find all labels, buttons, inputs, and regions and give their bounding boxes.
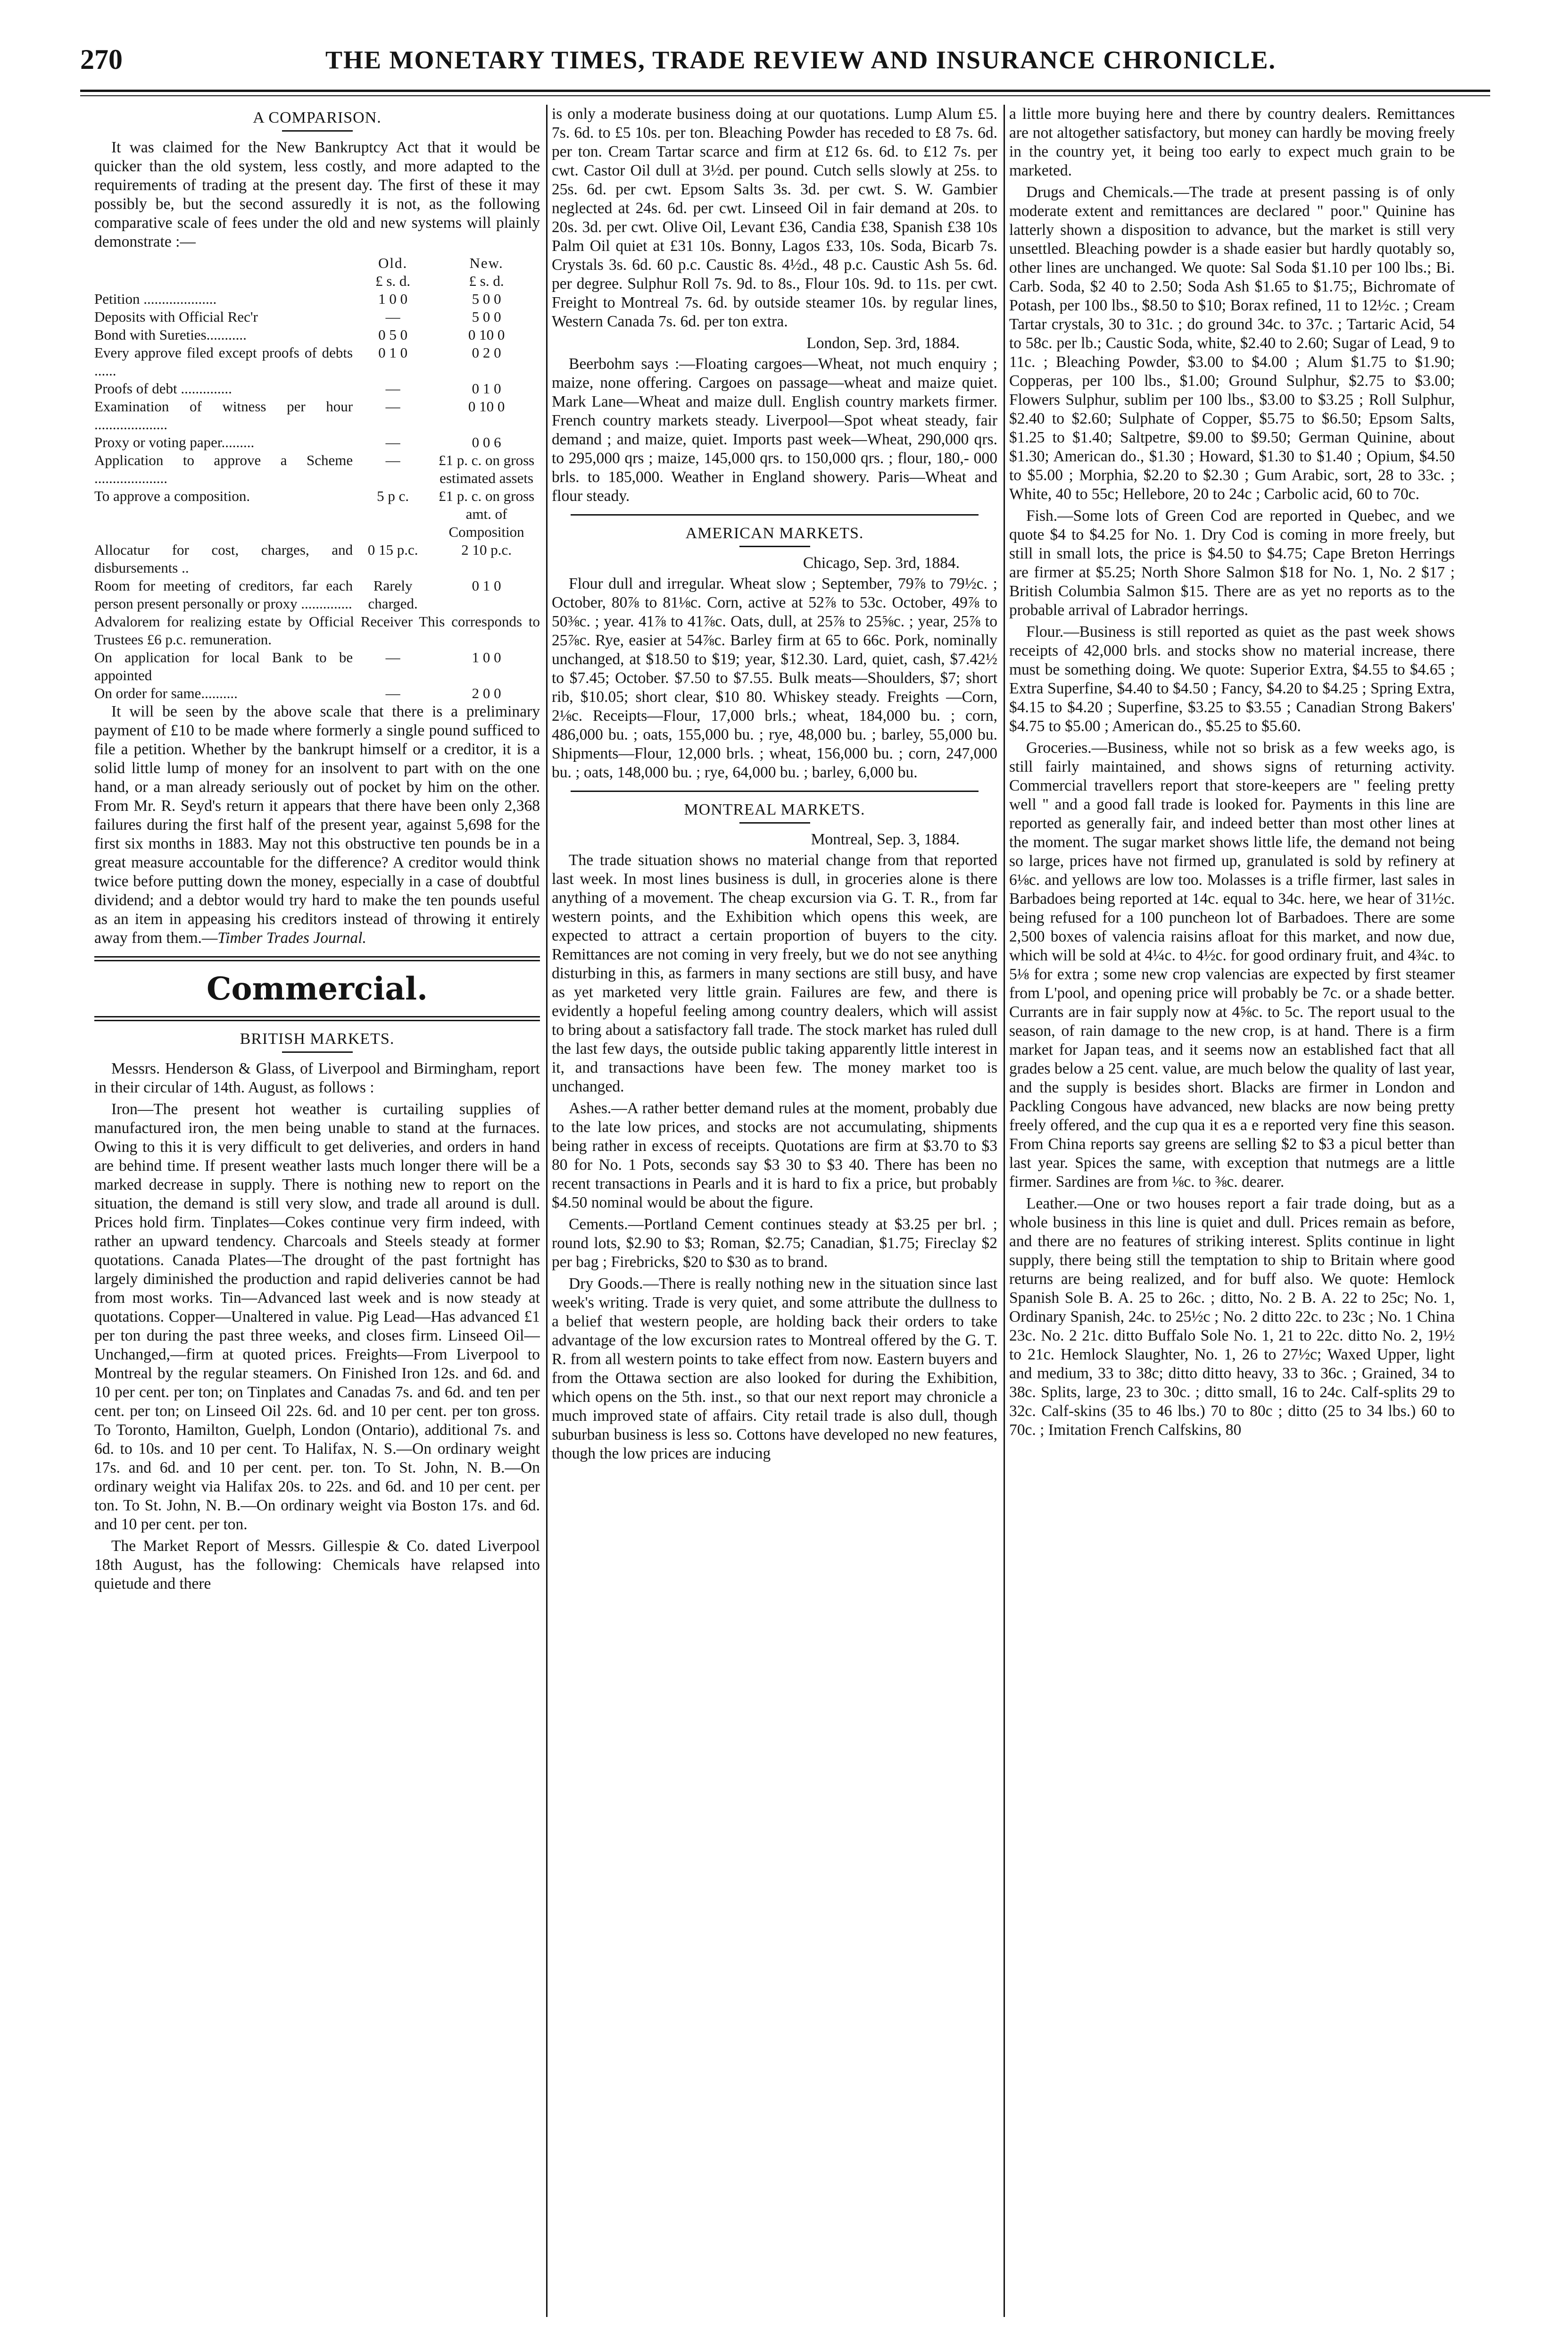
units-new: £ s. d. bbox=[469, 273, 504, 289]
fee-old: — bbox=[385, 380, 400, 397]
section-rule bbox=[94, 1016, 540, 1021]
fee-item: Proxy or voting paper......... bbox=[94, 434, 255, 450]
table-row bbox=[94, 398, 540, 433]
comparison-heading: A COMPARISON. bbox=[253, 109, 382, 126]
comparison-intro: It was claimed for the New Bankruptcy Act that it would be quicker than the old system, less costly, and more adapted to the requirements of trading at the present day. The first of these it may possibly be, but the second assuredly it is not, as the following comparative scale of fees under the old and new systems will plainly demonstrate :— bbox=[94, 139, 540, 250]
comparison-body-text: It will be seen by the above scale that there is a preliminary payment of £10 to be made where formerly a single pound sufficed to file a petition. Whether by the bankrupt himself or a creditor, it is a solid little lump of money for an insolvent to part with on the one hand, or a man already seriously out of pocket by him on the other. From Mr. R. Seyd's return it appears that there have been only 2,368 failures during the first half of the present year, against 5,698 for the first six months in 1883. May not this obstructive ten pounds be in a great measure accountable for the difference? A creditor would think twice before putting down the money, especially in a case of doubtful dividend; and a debtor would try hard to make the ten pounds useful as an item in appeasing his creditors instead of throwing it entirely away from them.— bbox=[94, 703, 540, 947]
table-row bbox=[94, 344, 540, 380]
table-row bbox=[94, 577, 540, 613]
heading-rule bbox=[739, 546, 810, 547]
cements-report: Cements.—Portland Cement continues steady at $3.25 per brl. ; round lots, $2.90 to $3; Roman, $2.75; Canadian, $1.75; Fireclay $2 per bag ; Firebricks, $20 to $30 as to brand. bbox=[552, 1216, 997, 1271]
fee-old: 1 0 0 bbox=[378, 291, 408, 307]
british-paragraph: Messrs. Henderson & Glass, of Liverpool and Birmingham, report in their circular of 14th. August, as follows : bbox=[94, 1060, 540, 1096]
fee-new: 0 0 6 bbox=[472, 434, 501, 450]
london-dateline: London, Sep. 3rd, 1884. bbox=[806, 334, 960, 352]
column-divider bbox=[546, 105, 548, 2317]
fee-old: — bbox=[385, 398, 400, 415]
fee-old: 0 5 0 bbox=[378, 326, 408, 343]
table-row bbox=[94, 541, 540, 577]
fee-item: Petition .................... bbox=[94, 291, 217, 307]
comparison-body bbox=[94, 702, 540, 948]
fee-item: Bond with Sureties........... bbox=[94, 326, 247, 343]
fee-item: Room for meeting of creditors, far each person present personally or proxy .............. bbox=[94, 577, 353, 612]
table-row bbox=[94, 451, 540, 487]
table-row bbox=[94, 433, 540, 451]
fee-old: 0 15 p.c. bbox=[367, 542, 418, 558]
british-paragraph: The Market Report of Messrs. Gillespie & Co. dated Liverpool 18th August, has the following: Chemicals have relapsed into quietude and there bbox=[94, 1537, 540, 1592]
column-3 bbox=[1009, 105, 1455, 2336]
units-old: £ s. d. bbox=[375, 273, 411, 289]
running-head bbox=[80, 43, 1490, 81]
table-row bbox=[94, 308, 540, 326]
fee-item: Deposits with Official Rec'r bbox=[94, 308, 258, 325]
section-rule bbox=[94, 956, 540, 961]
fee-new: 0 1 0 bbox=[472, 577, 501, 594]
journal-title: THE MONETARY TIMES, TRADE REVIEW AND INSURANCE CHRONICLE. bbox=[325, 46, 1276, 74]
table-row bbox=[94, 487, 540, 541]
table-row bbox=[94, 649, 540, 684]
montreal-report: The trade situation shows no material change from that reported last week. In most lines business is dull, in groceries alone is there anything of a movement. The cheap excursion via G. T. R., from far western points, and the Exhibition which opens this week, are expected to attract a certain proportion of buyers to the city. Remittances are not coming in very freely, but we do not see anything disturbing in this, as farmers in many sections are still busy, and have as yet marketed very little grain. Failures are few, and there is evidently a hopeful feeling among country dealers, which will assist to bring about a satisfactory fall trade. The stock market has ruled dull the last few days, the outside public taking apparently little interest in it, and transactions have been few. The money market too is unchanged. bbox=[552, 851, 997, 1095]
section-rule bbox=[571, 791, 979, 792]
fee-old: — bbox=[385, 452, 400, 468]
table-row bbox=[94, 290, 540, 308]
dry-goods-report: Dry Goods.—There is really nothing new in the situation since last week's writing. Trade is very quiet, and some attribute the dullness to a belief that western people, are holding back their orders to take advantage of the low excursion rates to Montreal offered by the G. T. R. from all western points to take effect from now. Eastern buyers and from the Ottawa section are also looked for during the Exhibition, which opens on the 5th. inst., so that our next report may chronicle a much improved state of affairs. City retail trade is also dull, though suburban business is less so. Cottons have developed no new features, though the low prices are inducing bbox=[552, 1275, 997, 1462]
fee-comparison-table bbox=[94, 254, 540, 702]
column-divider bbox=[1004, 105, 1005, 2317]
fish-report: Fish.—Some lots of Green Cod are reported in Quebec, and we quote $4 to $4.25 for No. 1. Dry Cod is coming in more freely, but still in small lots, the price is $4.50 to $4.75; Cape Breton Herrings are firmer at $5.25; North Shore Salmon $18 for No. 1, No. 2 $17 ; British Columbia Salmon $15. There are as yet no reports as to the probable arrival of Labrador herrings. bbox=[1009, 507, 1455, 619]
montreal-dateline: Montreal, Sep. 3, 1884. bbox=[811, 831, 960, 848]
table-units-row bbox=[94, 272, 540, 290]
fee-old: 5 p c. bbox=[377, 488, 409, 504]
fee-old: Rarely charged. bbox=[368, 577, 418, 612]
table-header-row bbox=[94, 254, 540, 272]
fee-item: On order for same.......... bbox=[94, 685, 238, 701]
fee-new: £1 p. c. on gross estimated assets bbox=[438, 452, 535, 486]
fee-item: Proofs of debt .............. bbox=[94, 380, 232, 397]
commercial-section-title: Commercial. bbox=[206, 970, 428, 1007]
fee-old: — bbox=[385, 308, 400, 325]
fee-item: Every approve filed except proofs of debts ...... bbox=[94, 344, 353, 379]
fee-item: Examination of witness per hour .................... bbox=[94, 398, 353, 433]
column-1 bbox=[94, 105, 540, 2336]
fee-new: 0 10 0 bbox=[468, 398, 505, 415]
fee-new: 0 1 0 bbox=[472, 380, 501, 397]
american-markets-heading: AMERICAN MARKETS. bbox=[685, 525, 864, 542]
fee-new: £1 p. c. on gross amt. of Composition bbox=[438, 488, 535, 540]
flour-report: Flour.—Business is still reported as quiet as the past week shows receipts of 42,000 brls. and stocks show no material increase, there must be something doing. We quote: Superior Extra, $4.55 to $4.65 ; Extra Superfine, $4.40 to $4.50 ; Fancy, $4.20 to $4.25 ; Spring Extra, $4.15 to $4.20 ; Superfine, $3.25 to $3.55 ; Canadian Strong Bakers' $4.75 to $5.00 ; American do., $5.25 to $5.60. bbox=[1009, 623, 1455, 735]
column-header-old: Old. bbox=[378, 255, 408, 271]
british-markets-heading: BRITISH MARKETS. bbox=[240, 1030, 395, 1048]
fee-old: — bbox=[385, 649, 400, 666]
fee-new: 2 0 0 bbox=[472, 685, 501, 701]
column-2 bbox=[552, 105, 997, 2336]
chicago-dateline: Chicago, Sep. 3rd, 1884. bbox=[803, 554, 960, 572]
ashes-report: Ashes.—A rather better demand rules at the moment, probably due to the late low prices, and stocks are not accumulating, shipments being rather in excess of receipts. Quotations are firm at $3.70 to $3 80 for No. 1 Pots, seconds say $3 30 to $3 40. There has been no recent transactions in Pearls and it is hard to fix a price, but probably $4.50 nominal would be about the figure. bbox=[552, 1100, 997, 1211]
fee-new: 0 2 0 bbox=[472, 344, 501, 361]
london-report: Beerbohm says :—Floating cargoes—Wheat, not much enquiry ; maize, none offering. Cargoes on passage—wheat and maize quiet. Mark Lane—Wheat and maize dull. English country markets firmer. French country markets steady. Liverpool—Spot wheat steady, fair demand ; and maize, quiet. Imports past week—Wheat, 290,000 qrs. to 295,000 qrs ; maize, 145,000 qrs. to 150,000 qrs. ; flour, 180,- 000 brls. to 185,000. Weather in England showery. Paris—Wheat and flour steady. bbox=[552, 355, 997, 505]
heading-rule bbox=[282, 130, 353, 132]
chicago-report: Flour dull and irregular. Wheat slow ; September, 79⅞ to 79½c. ; October, 80⅞ to 81⅛c. Corn, active at 52⅞ to 53c. October, 49⅞ to 50⅜c. ; year. 41⅞ to 41⅞c. Oats, dull, at 25⅞ to 25⅝c. ; year, 25⅞ to 25⅞c. Rye, easier at 54⅞c. Barley firm at 65 to 66c. Pork, nominally unchanged, at $18.50 to $19; year, $12.30. Lard, quiet, cash, $7.42½ to $7.45; October. $7.50 to $7.55. Bulk meats—Shoulders, $7; short rib, $10.05; short clear, $10 80. Whiskey steady. Freights —Corn, 2⅛c. Receipts—Flour, 17,000 brls.; wheat, 184,000 bu. ; corn, 486,000 bu. ; oats, 155,000 bu. ; rye, 48,000 bu. ; barley, 55,000 bu. Shipments—Flour, 12,000 brls. ; wheat, 156,000 bu. ; corn, 247,000 bu. ; oats, 148,000 bu. ; rye, 64,000 bu. ; barley, 6,000 bu. bbox=[552, 575, 997, 781]
fee-item: Advalorem for realizing estate by Official Receiver This corresponds to Trustees £6 p.c. remuneration. bbox=[94, 613, 540, 648]
drugs-report: Drugs and Chemicals.—The trade at present passing is of only moderate extent and remittances are declared " poor." Quinine has latterly shown a disposition to advance, but the market is still very unsettled. Bleaching powder is a shade easier but hardly quotably so, other lines are unchanged. We quote: Sal Soda $1.10 per 100 lbs.; Bi. Carb. Soda, $2 40 to 2.50; Soda Ash $1.65 to $1.75;, Bichromate of Potash, per 100 lbs., $8.50 to $10; Borax refined, 11 to 12½c. ; Cream Tartar crystals, 30 to 31c. ; do ground 34c. to 37c. ; Tartaric Acid, 54 to 58c. per lb.; Caustic Soda, white, $2.40 to 2.60; Sugar of Lead, 9 to 11c. ; Bleaching Powder, $3.00 to $4.00 ; Alum $1.75 to $1.90; Copperas, per 100 lbs., $1.00; Ground Sulphur, $2.75 to $3.00; Flowers Sulphur, sublim per 100 lbs., $3.00 to $3.25 ; Roll Sulphur, $2.40 to $2.60; Sulphate of Copper, $5.75 to $6.50; Epsom Salts, $1.25 to $1.40; Saltpetre, $9.00 to $9.50; German Quinine, about $1.30; American do., $1.30 ; Howard, $1.30 to $1.40 ; Opium, $4.50 to $5.00 ; Morphia, $2.20 to $2.30 ; Gum Arabic, sort, 28 to 33c. ; White, 40 to 55c; Hellebore, 20 to 24c ; Carbolic acid, 60 to 70c. bbox=[1009, 183, 1455, 503]
leather-report: Leather.—One or two houses report a fair trade doing, but as a whole business in this line is quiet and dull. Prices remain as before, and there are no features of striking interest. Splits continue in light supply, there being still the temptation to ship to Britain where good returns are being realized, and for buff also. We quote: Hemlock Spanish Sole B. A. 25 to 26c. ; ditto, No. 2 B. A. 22 to 25c; No. 1, Ordinary Spanish, 24c. to 25½c ; No. 2 ditto 22c. to 23c ; No. 1 China 23c. No. 2 21c. ditto Buffalo Sole No. 1, 21 to 22c. ditto No. 2, 19½ to 21c. Hemlock Slaughter, No. 1, 26 to 27½c; Waxed Upper, light and medium, 33 to 38c; ditto ditto heavy, 33 to 36c. ; Grained, 34 to 38c. Splits, large, 23 to 30c. ; ditto small, 16 to 24c. Calf-splits 29 to 32c. Calf-skins (35 to 46 lbs.) 70 to 80c ; ditto (25 to 34 lbs.) 60 to 70c. ; Imitation French Calfskins, 80 bbox=[1009, 1195, 1455, 1439]
comparison-credit: Timber Trades Journal. bbox=[217, 929, 366, 947]
header-rule bbox=[80, 90, 1490, 92]
heading-rule bbox=[282, 1051, 353, 1053]
fee-new: 2 10 p.c. bbox=[461, 542, 512, 558]
table-row bbox=[94, 613, 540, 649]
british-paragraph: Iron—The present hot weather is curtailing supplies of manufactured iron, the men being unable to stand at the furnaces. Owing to this it is very difficult to get deliveries, and orders in hand are behind time. If present weather lasts much longer there will be a marked decrease in supply. There is nothing new to report on the situation, the demand is still very slow, and trade all around is dull. Prices hold firm. Tinplates—Cokes continue very firm indeed, with rather an upward tendency. Charcoals and Steels steady at former quotations. Canada Plates—The drought of the past fortnight has largely diminished the production and rapid deliveries cannot be had from most works. Tin—Advanced last week and is now steady at quotations. Copper—Unaltered in value. Pig Lead—Has advanced £1 per ton during the past three weeks, and closes firm. Linseed Oil—Unchanged,—firm at quoted prices. Freights—From Liverpool to Montreal by the regular steamers. On Finished Iron 12s. and 6d. and 10 per cent. per ton; on Tinplates and Canadas 7s. and 6d. and ten per cent. per ton; on Linseed Oil 22s. 6d. and 10 per cent. per ton gross. To Toronto, Hamilton, Guelph, London (Ontario), additional 7s. and 6d. to 10s. and 10 per cent. To Halifax, N. S.—On ordinary weight 17s. and 6d. and 10 per cent. per. ton. To St. John, N. B.—On ordinary weight via Halifax 20s. to 22s. and 6d. and 10 per cent. per ton. To St. John, N. B.—On ordinary weight via Boston 17s. and 6d. and 10 per cent. per ton. bbox=[94, 1100, 540, 1533]
fee-old: — bbox=[385, 434, 400, 450]
fee-old: — bbox=[385, 685, 400, 701]
header-rule-thin bbox=[80, 95, 1490, 96]
table-row bbox=[94, 380, 540, 398]
fee-item: Allocatur for cost, charges, and disbursements .. bbox=[94, 542, 353, 576]
fee-item: To approve a composition. bbox=[94, 488, 250, 504]
continued-paragraph: a little more buying here and there by country dealers. Remittances are not altogether satisfactory, but money can hardly be moving freely in the country yet, it being too early to expect much grain to be marketed. bbox=[1009, 105, 1455, 179]
fee-new: 1 0 0 bbox=[472, 649, 501, 666]
fee-item: On application for local Bank to be appointed bbox=[94, 649, 353, 683]
fee-new: 5 0 0 bbox=[472, 291, 501, 307]
montreal-markets-heading: MONTREAL MARKETS. bbox=[684, 801, 865, 818]
fee-item: Application to approve a Scheme .................... bbox=[94, 452, 353, 486]
section-rule bbox=[571, 514, 979, 516]
fee-old: 0 1 0 bbox=[378, 344, 408, 361]
fee-new: 0 10 0 bbox=[468, 326, 505, 343]
fee-new: 5 0 0 bbox=[472, 308, 501, 325]
table-row bbox=[94, 684, 540, 702]
groceries-report: Groceries.—Business, while not so brisk as a few weeks ago, is still fairly maintained, and shows signs of returning activity. Commercial travellers report that store-keepers are " feeling pretty well " and a good fall trade is looked for. Payments in this line are reported as generally fair, and indeed better than most other lines at the moment. The sugar market shows little life, the demand not being so large, prices have not firmed up, granulated is sold by refinery at 6⅛c. and yellows are low too. Molasses is a trifle firmer, last sales in Barbadoes being reported at 14c. equal to 34c. here, we hear of 31½c. being refused for a 100 puncheon lot of Barbadoes. There are some 2,500 boxes of valencia raisins afloat for this market, and now due, which will be sold at 4¼c. to 4½c. for good ordinary fruit, and 4¾c. to 5⅛ for extra ; some new crop valencias are expected by first steamer from L'pool, and opening price will probably be 7c. or a shade better. Currants are in fair supply now at 4⅝c. to 5c. The report usual to the season, of rain damage to the new crop, is at hand. There is a firm market for Japan teas, and it seems now an established fact that all grades below a 25 cent. value, are much below the quality of last year, and the supply is besides short. Blacks are firmer in London and Packling Congous have advanced, new blacks are now being pretty freely offered, and the cup qua it es a e reported very fine this season. From China reports say greens are selling $2 to $3 a picul better than last year. Spices the same, with exception that nutmegs are a little firmer. Sardines are from ⅛c. to ⅜c. dearer. bbox=[1009, 739, 1455, 1191]
table-row bbox=[94, 326, 540, 344]
column-header-new: New. bbox=[469, 255, 504, 271]
heading-rule bbox=[739, 822, 810, 824]
page-number: 270 bbox=[80, 44, 123, 75]
continued-paragraph: is only a moderate business doing at our quotations. Lump Alum £5. 7s. 6d. to £5 10s. per ton. Bleaching Powder has receded to £8 7s. 6d. per ton. Cream Tartar scarce and firm at £12 6s. 6d. to £12 7s. per cwt. Castor Oil dull at 3½d. per pound. Cutch sells slowly at 25s. to 25s. 6d. per cwt. Epsom Salts 3s. 3d. per cwt. S. W. Gambier neglected at 24s. 6d. per cwt. Linseed Oil in fair demand at 20s. to 20s. 3d. per cwt. Olive Oil, Levant £36, Candia £38, Spanish £38 10s Palm Oil quiet at £31 10s. Bonny, Lagos £33, 10s. Soda, Bicarb 7s. Crystals 3s. 6d. 60 p.c. Caustic 8s. 4½d., 48 p.c. Caustic Ash 5s. 6d. per degree. Sulphur Roll 7s. 9d. to 8s., Flour 10s. 9d. to 11s. per cwt. Freight to Montreal 7s. 6d. by outside steamer 10s. by regular lines, Western Canada 7s. 6d. per ton extra. bbox=[552, 105, 997, 330]
